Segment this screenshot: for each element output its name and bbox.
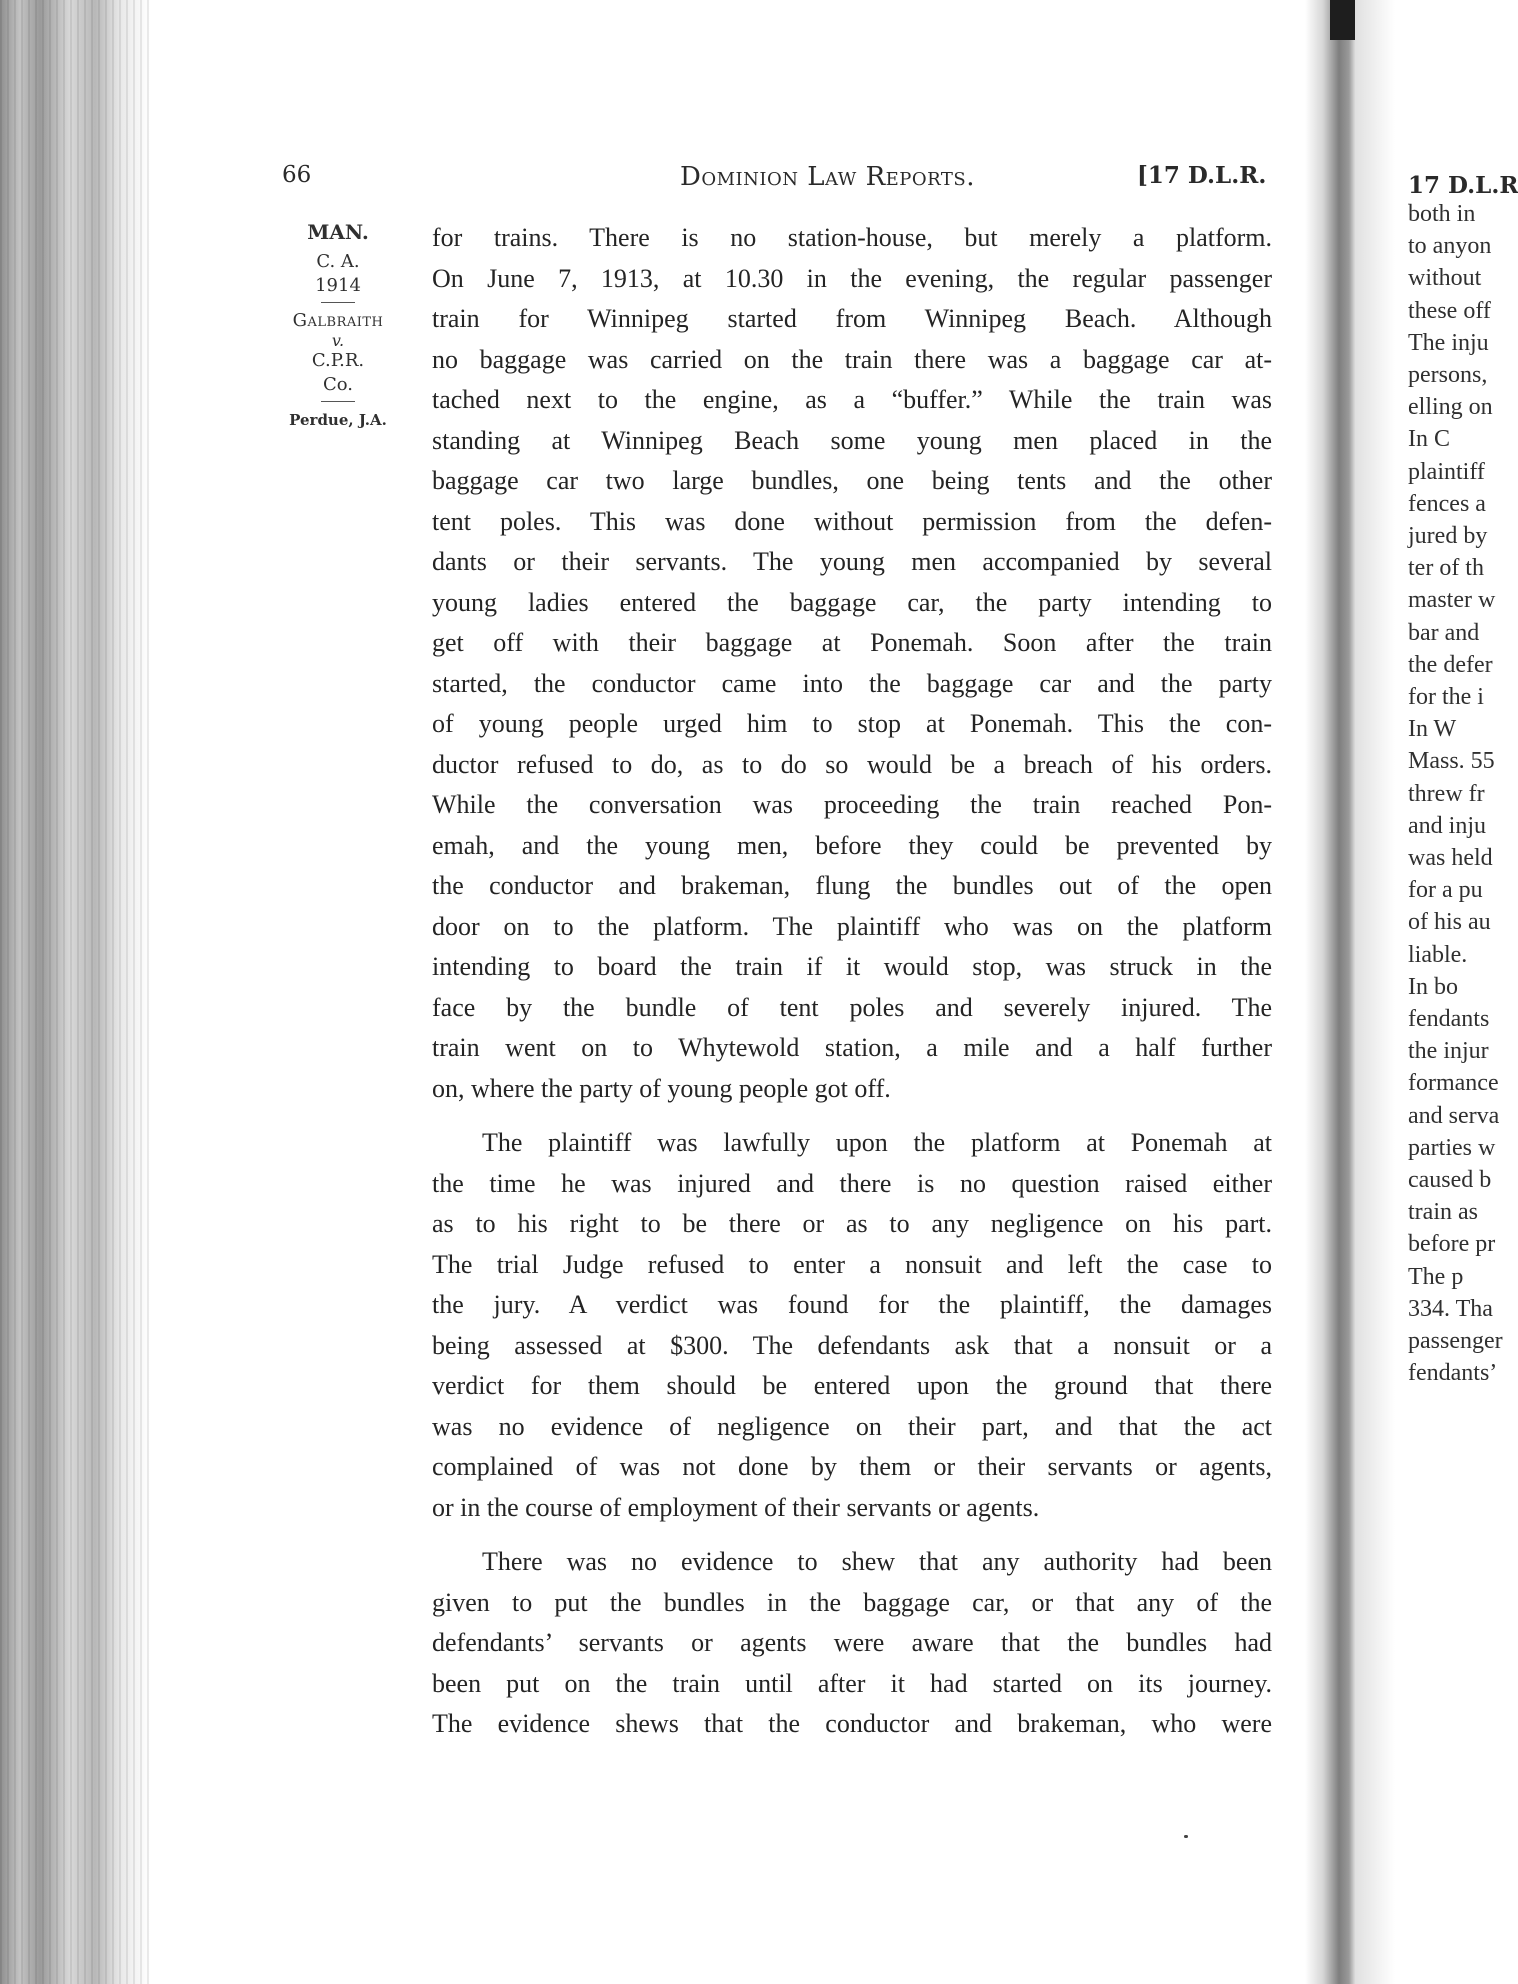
- facing-page-line: the defer: [1408, 651, 1493, 678]
- margin-case-plaintiff: Galbraith: [292, 310, 384, 331]
- text-line: being assessed at $300. The defendants ask that a nonsuit or a: [432, 1330, 1272, 1360]
- text-line: the time he was injured and there is no question raised either: [432, 1168, 1272, 1198]
- text-line: on, where the party of young people got off.: [432, 1073, 891, 1103]
- facing-page-line: caused b: [1408, 1167, 1492, 1193]
- facing-page-line: liable.: [1408, 941, 1468, 968]
- text-line: The evidence shews that the conductor and brakeman, who were: [432, 1709, 1272, 1738]
- facing-page-line: The p: [1408, 1263, 1464, 1290]
- facing-page-line: The inju: [1408, 329, 1489, 356]
- text-line: baggage car two large bundles, one being tents and the other: [432, 466, 1272, 495]
- margin-divider: [321, 302, 355, 303]
- facing-page-line: formance: [1408, 1070, 1499, 1097]
- facing-page-line: master w: [1408, 587, 1496, 614]
- facing-page-line: jured by: [1408, 523, 1488, 549]
- facing-page-line: and inju: [1408, 812, 1486, 839]
- journal-title: Dominion Law Reports.: [680, 162, 975, 192]
- facing-page-line: elling on: [1408, 394, 1493, 421]
- margin-year: 1914: [315, 275, 361, 296]
- print-speck: [1184, 1835, 1188, 1838]
- facing-page-line: to anyon: [1408, 233, 1492, 260]
- page-number: 66: [282, 162, 312, 188]
- facing-page-line: train as: [1408, 1199, 1478, 1226]
- facing-page-line: fendants: [1408, 1006, 1490, 1032]
- page-gutter: [1305, 0, 1355, 1984]
- facing-page-line: In bo: [1408, 973, 1458, 1000]
- margin-case-defendant-co: Co.: [322, 374, 353, 395]
- text-line: tent poles. This was done without permission from the defen-: [432, 506, 1272, 536]
- facing-page-line: In W: [1408, 716, 1457, 743]
- text-line: intending to board the train if it would stop, was struck in the: [432, 952, 1272, 981]
- facing-page-line: bar and: [1408, 619, 1480, 646]
- margin-court: C. A.: [316, 251, 360, 272]
- text-line: The plaintiff was lawfully upon the platform at Ponemah at: [482, 1128, 1272, 1157]
- text-line: get off with their baggage at Ponemah. Soon after the train: [432, 628, 1272, 657]
- text-line: started, the conductor came into the baggage car and the party: [432, 668, 1272, 698]
- judgment-text: [432, 218, 1272, 1745]
- text-line: door on to the platform. The plaintiff who was on the platform: [432, 911, 1272, 941]
- facing-page-line: threw fr: [1408, 780, 1485, 807]
- text-line: train went on to Whytewold station, a mile and a half further: [432, 1033, 1272, 1062]
- text-line: face by the bundle of tent poles and severely injured. The: [432, 992, 1272, 1022]
- facing-page-line: both in: [1408, 201, 1476, 227]
- text-line: young ladies entered the baggage car, the party intending to: [432, 587, 1272, 617]
- text-line: standing at Winnipeg Beach some young men placed in the: [432, 425, 1272, 455]
- margin-judge: Perdue, J.A.: [289, 411, 387, 429]
- text-line: While the conversation was proceeding the train reached Pon-: [432, 790, 1272, 819]
- facing-page-line: plaintiff: [1408, 458, 1485, 485]
- margin-notes: [268, 220, 408, 432]
- facing-page-line: for a pu: [1408, 877, 1483, 904]
- text-line: emah, and the young men, before they could be prevented by: [432, 830, 1272, 860]
- text-line: dants or their servants. The young men accompanied by several: [432, 547, 1272, 576]
- facing-page-line: fences a: [1408, 490, 1486, 517]
- text-line: ductor refused to do, as to do so would be a breach of his orders.: [432, 749, 1272, 779]
- facing-page-line: parties w: [1408, 1134, 1496, 1161]
- facing-page-line: 334. Tha: [1408, 1295, 1493, 1322]
- paragraph-1: [432, 218, 1272, 1109]
- volume-reference: [17 D.L.R.: [1137, 162, 1267, 189]
- text-line: The trial Judge refused to enter a nonsuit and left the case to: [432, 1249, 1272, 1279]
- facing-page-line: Mass. 55: [1408, 748, 1495, 775]
- margin-province: MAN.: [307, 220, 369, 244]
- facing-page-line: before pr: [1408, 1231, 1496, 1258]
- margin-case-defendant: C.P.R.: [311, 350, 365, 371]
- paragraph-2: [432, 1123, 1272, 1528]
- text-line: of young people urged him to stop at Ponemah. This the con-: [432, 709, 1272, 738]
- text-line: tached next to the engine, as a “buffer.” While the train was: [432, 385, 1272, 414]
- facing-page-line: passenger: [1408, 1328, 1503, 1354]
- facing-page-line: In C: [1408, 426, 1450, 453]
- facing-page-line: was held: [1408, 845, 1493, 871]
- facing-page-shadow: [1355, 0, 1395, 1984]
- facing-page-line: fendants’: [1408, 1360, 1498, 1387]
- text-line: or in the course of employment of their servants or agents.: [432, 1492, 1040, 1522]
- text-line: There was no evidence to shew that any authority had been: [482, 1547, 1272, 1576]
- margin-divider: [321, 401, 355, 402]
- text-line: train for Winnipeg started from Winnipeg Beach. Although: [432, 304, 1272, 333]
- text-line: On June 7, 1913, at 10.30 in the evening, the regular passenger: [432, 263, 1272, 293]
- facing-page-line: without: [1408, 265, 1482, 292]
- text-line: given to put the bundles in the baggage car, or that any of the: [432, 1587, 1272, 1617]
- text-line: was no evidence of negligence on their part, and that the act: [432, 1411, 1272, 1441]
- paragraph-3: [432, 1542, 1272, 1745]
- facing-page-line: ter of th: [1408, 555, 1484, 582]
- text-line: defendants’ servants or agents were aware that the bundles had: [432, 1628, 1272, 1657]
- text-line: the conductor and brakeman, flung the bundles out of the open: [432, 871, 1272, 900]
- text-line: no baggage was carried on the train there was a baggage car at-: [432, 344, 1272, 374]
- text-line: the jury. A verdict was found for the plaintiff, the damages: [432, 1290, 1272, 1319]
- facing-page-line: and serva: [1408, 1102, 1500, 1129]
- margin-versus: v.: [331, 331, 345, 350]
- text-line: as to his right to be there or as to any negligence on his part.: [432, 1209, 1272, 1238]
- facing-page-head: 17 D.L.R: [1408, 172, 1518, 199]
- text-line: been put on the train until after it had started on its journey.: [432, 1668, 1272, 1698]
- text-line: for trains. There is no station-house, but merely a platform.: [432, 223, 1272, 252]
- facing-page-line: these off: [1408, 297, 1491, 324]
- facing-page-line: of his au: [1408, 909, 1491, 936]
- facing-page-line: persons,: [1408, 362, 1488, 388]
- text-line: complained of was not done by them or their servants or agents,: [432, 1452, 1272, 1481]
- text-line: verdict for them should be entered upon the ground that there: [432, 1371, 1272, 1400]
- facing-page-line: the injur: [1408, 1038, 1489, 1065]
- facing-page-line: for the i: [1408, 684, 1484, 710]
- running-head: [0, 162, 1304, 198]
